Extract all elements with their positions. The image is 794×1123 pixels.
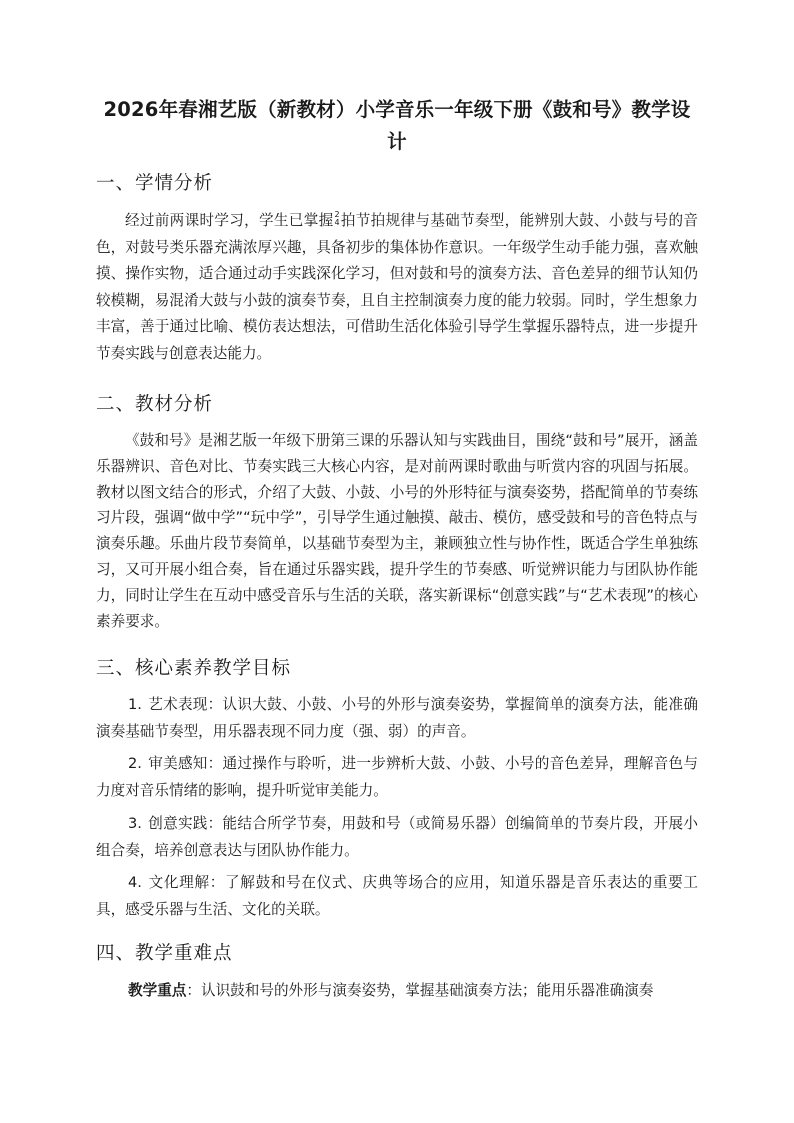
goal-item-number: 3. xyxy=(128,815,142,832)
textbook-analysis-paragraph: 《鼓和号》是湘艺版一年级下册第三课的乐器认知与实践曲目，围绕“鼓和号”展开，涵盖乐器辨识、音色对比、节奏实践三大核心内容，是对前两课时歌曲与听赏内容的巩固与拓展。教材以图文结合的形式，介绍了大鼓、小鼓、小号的外形特征与演奏姿势，搭配简单的节奏练习片段，强调“做中学”“玩中学”，引导学生通过触摸、敲击、模仿，感受鼓和号的音色特点与演奏乐趣。乐曲片段节奏简单，以基础节奏型为主，兼顾独立性与协作性，既适合学生单独练习，又可开展小组合奏，旨在通过乐器实践，提升学生的节奏感、听觉辨识能力与团队协作能力，同时让学生在互动中感受音乐与生活的关联，落实新课标“创意实践”与“艺术表现”的核心素养要求。 xyxy=(96,432,698,630)
student-analysis-paragraph xyxy=(96,208,698,367)
goal-item-number: 2. xyxy=(128,755,142,772)
goal-item-number: 1. xyxy=(128,696,142,713)
goal-item xyxy=(96,870,698,923)
section-heading-student-analysis: 一、学情分析 xyxy=(96,173,214,194)
goal-item-text: 审美感知：通过操作与聆听，进一步辨析大鼓、小鼓、小号的音色差异，理解音色与力度对音乐情绪的影响，提升听觉审美能力。 xyxy=(96,755,698,799)
section-heading-textbook-analysis: 二、教材分析 xyxy=(96,394,214,415)
goal-item xyxy=(96,811,698,864)
goal-item-text: 文化理解：了解鼓和号在仪式、庆典等场合的应用，知道乐器是音乐表达的重要工具，感受乐器与生活、文化的关联。 xyxy=(96,874,698,918)
goal-item-text: 艺术表现：认识大鼓、小鼓、小号的外形与演奏姿势，掌握简单的演奏方法，能准确演奏基础节奏型，用乐器表现不同力度（强、弱）的声音。 xyxy=(96,696,698,740)
student-analysis-text-rest: 拍节拍规律与基础节奏型，能辨别大鼓、小鼓与号的音色，对鼓号类乐器充满浓厚兴趣，具备初步的集体协作意识。一年级学生动手能力强，喜欢触摸、操作实物，适合通过动手实践深化学习，但对鼓和号的演奏方法、音色差异的细节认知仍较模糊，易混淆大鼓与小鼓的演奏节奏，且自主控制演奏力度的能力较弱。同时，学生想象力丰富，善于通过比喻、模仿表达想法，可借助生活化体验引导学生掌握乐器特点，进一步提升节奏实践与创意表达能力。 xyxy=(96,212,698,362)
key-points-label: 教学重点 xyxy=(128,982,187,999)
time-signature-denominator: 4 xyxy=(334,218,340,227)
key-points-text: ：认识鼓和号的外形与演奏姿势，掌握基础演奏方法；能用乐器准确演奏 xyxy=(186,982,654,999)
time-signature xyxy=(334,211,339,227)
goal-item xyxy=(96,692,698,745)
goal-item xyxy=(96,751,698,804)
goal-item-text: 创意实践：能结合所学节奏，用鼓和号（或简易乐器）创编简单的节奏片段，开展小组合奏，培养创意表达与团队协作能力。 xyxy=(96,815,698,859)
key-points-paragraph xyxy=(96,978,698,1005)
time-signature-numerator: 2 xyxy=(334,210,340,219)
section-heading-core-goals: 三、核心素养教学目标 xyxy=(96,658,292,679)
goal-item-number: 4. xyxy=(128,874,142,891)
document-title: 2026年春湘艺版（新教材）小学音乐一年级下册《鼓和号》教学设计 xyxy=(103,98,691,153)
student-analysis-text-start: 经过前两课时学习，学生已掌握 xyxy=(125,212,334,229)
section-heading-key-points: 四、教学重难点 xyxy=(96,943,233,964)
